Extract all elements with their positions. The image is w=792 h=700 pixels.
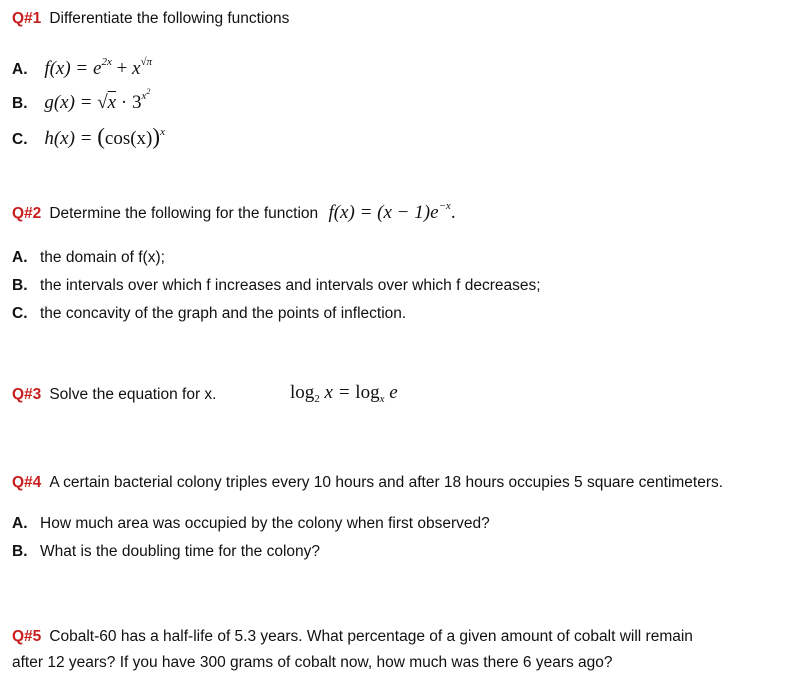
question-text: A certain bacterial colony triples every 10 hours and after 18 hours occupies 5 square centimeters. (49, 474, 724, 491)
question-text: Solve the equation for x. (49, 386, 217, 403)
q2-item-c: C. the concavity of the graph and the points of inflection. (12, 305, 407, 322)
question-number: Q#5 (12, 628, 42, 645)
q1-item-a (12, 58, 152, 80)
formula-h: $h(x) = (\cos(x))^x$ (44, 124, 165, 149)
question-1-heading (12, 10, 289, 28)
q2-item-a: A. the domain of f(x); (12, 249, 165, 266)
item-letter: B. (12, 95, 28, 112)
question-number: Q#4 (12, 474, 42, 491)
formula-g: $g(x) = √x \cdot 3^{x^2}$ (44, 87, 151, 113)
item-letter: C. (12, 131, 28, 148)
formula-q3: $\log_2 x = \log_x e$ (290, 382, 398, 405)
item-letter: A. (12, 61, 28, 78)
q1-item-c (12, 124, 165, 150)
formula-f: $f(x) = e^{2x} + x^{√\pi}$ (44, 56, 153, 79)
formula-q2: $f(x) = (x - 1)e^{-x}$. (328, 200, 456, 223)
question-text: Differentiate the following functions (49, 10, 290, 27)
question-text: Determine the following for the function (49, 205, 319, 222)
q2-item-b: B. the intervals over which f increases and intervals over which f decreases; (12, 277, 541, 294)
question-number: Q#1 (12, 10, 42, 27)
question-4-heading (12, 474, 723, 492)
question-3-heading (12, 386, 216, 404)
q2-answers (12, 244, 541, 328)
question-number: Q#2 (12, 205, 42, 222)
question-2-heading (12, 202, 456, 224)
question-text-line1: Cobalt-60 has a half-life of 5.3 years. What percentage of a given amount of cobalt will remain (49, 628, 693, 645)
question-number: Q#3 (12, 386, 42, 403)
q4-item-b: B. What is the doubling time for the colony? (12, 543, 321, 560)
question-text-line2: after 12 years? If you have 300 grams of cobalt now, how much was there 6 years ago? (12, 654, 613, 671)
question-5-heading (12, 624, 693, 676)
q4-answers (12, 510, 490, 566)
q4-item-a: A. How much area was occupied by the colony when first observed? (12, 515, 490, 532)
q1-item-b (12, 87, 151, 114)
